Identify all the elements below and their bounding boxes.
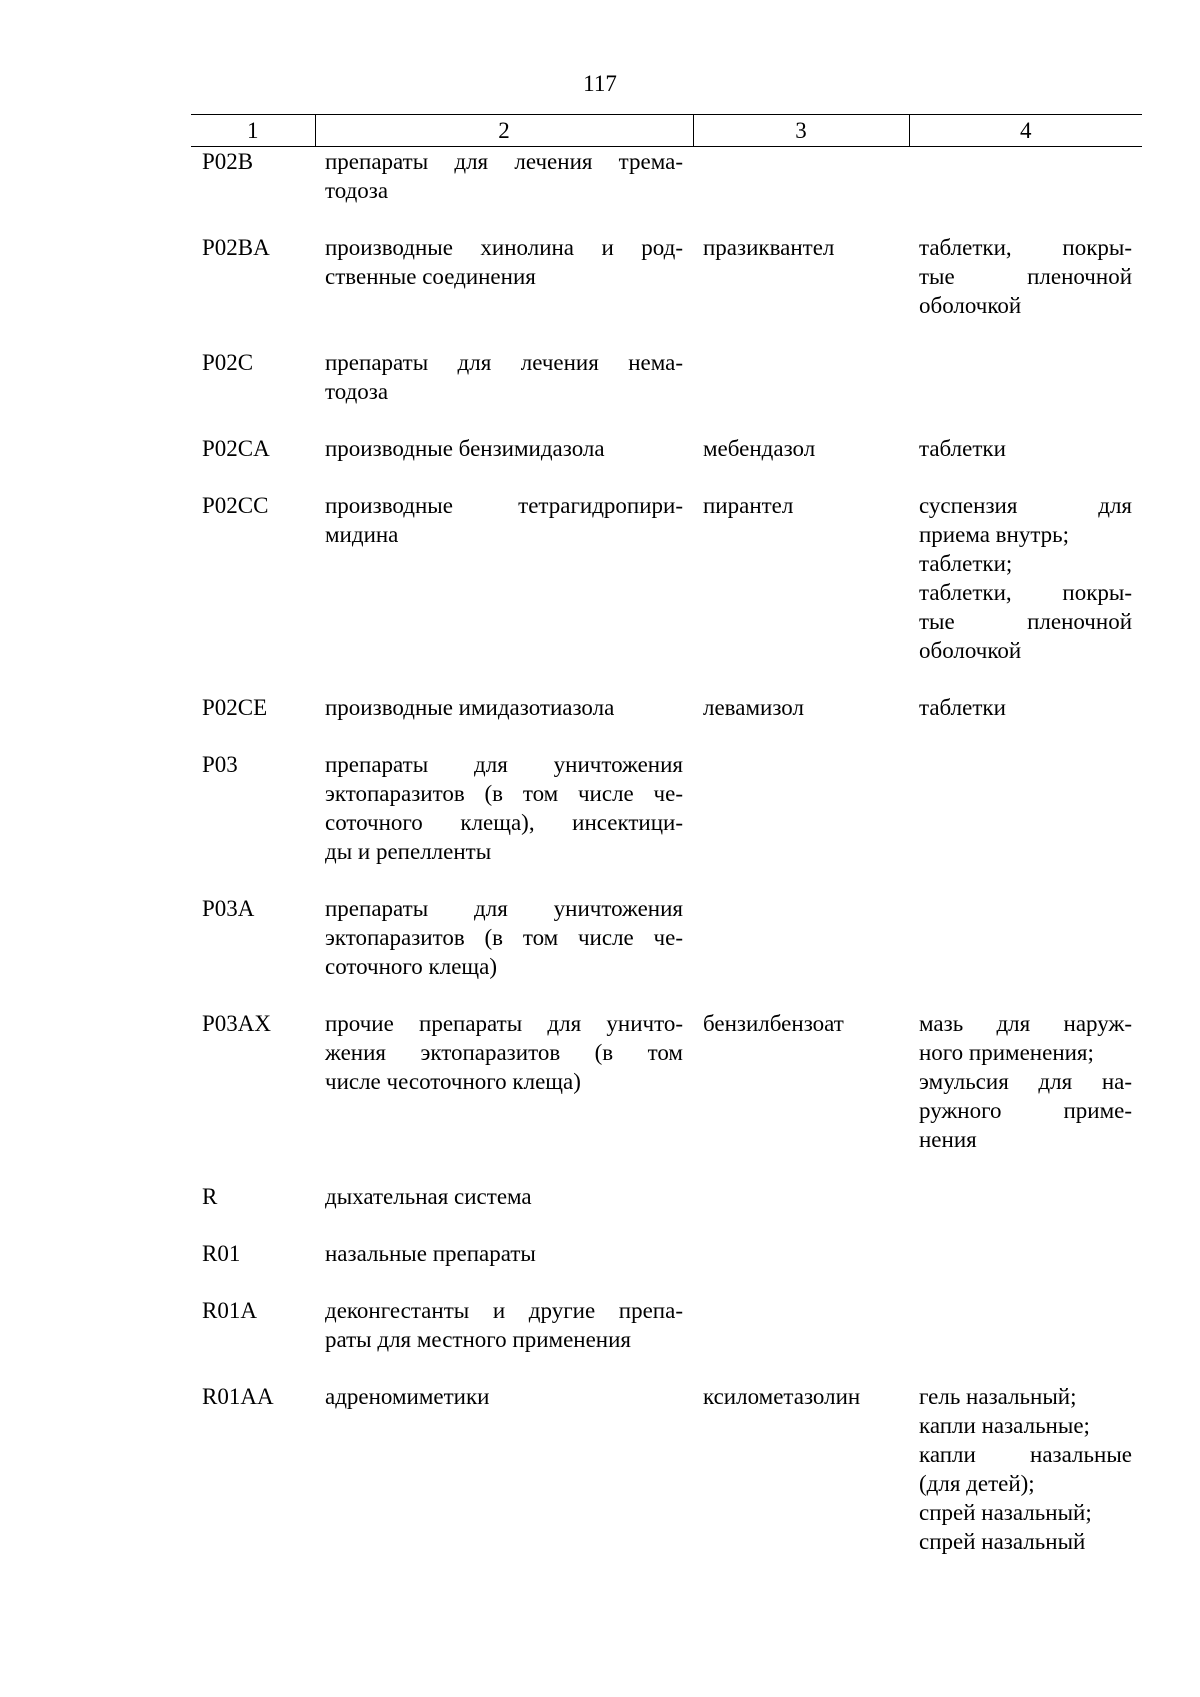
group-name-line: соточного клеща), инсектици- bbox=[325, 810, 683, 835]
anatomical-therapeutic-group bbox=[315, 147, 693, 234]
atc-code: P02CA bbox=[202, 436, 270, 461]
group-name-line: ды и репелленты bbox=[325, 839, 492, 864]
dosage-form-line: гель назальный; bbox=[919, 1384, 1077, 1409]
dosage-form-line: капли назальные bbox=[919, 1442, 1132, 1467]
drug-name bbox=[693, 147, 909, 234]
group-name-line: препараты для лечения нема- bbox=[325, 350, 683, 375]
table-row bbox=[191, 1009, 1142, 1182]
atc-code: R01A bbox=[202, 1298, 257, 1323]
group-name-line: жения эктопаразитов (в том bbox=[325, 1040, 683, 1065]
atc-code: P03A bbox=[202, 896, 255, 921]
anatomical-therapeutic-group bbox=[315, 233, 693, 348]
dosage-form-line: приема внутрь; bbox=[919, 522, 1070, 547]
dosage-form-line: нения bbox=[919, 1127, 977, 1152]
dosage-form-line: тые пленочной bbox=[919, 609, 1132, 634]
group-name-line: производные бензимидазола bbox=[325, 436, 605, 461]
dosage-form bbox=[909, 1239, 1142, 1296]
table-row bbox=[191, 1296, 1142, 1382]
table-row bbox=[191, 1182, 1142, 1239]
drug-name: левамизол bbox=[703, 695, 804, 720]
anatomical-therapeutic-group bbox=[315, 894, 693, 1009]
page-number: 117 bbox=[583, 71, 617, 96]
anatomical-therapeutic-group bbox=[315, 1382, 693, 1584]
table-row bbox=[191, 348, 1142, 434]
drug-name bbox=[693, 348, 909, 434]
group-name-line: тодоза bbox=[325, 379, 389, 404]
table-row bbox=[191, 147, 1142, 234]
table-row bbox=[191, 894, 1142, 1009]
dosage-form bbox=[909, 147, 1142, 234]
dosage-form bbox=[909, 1009, 1142, 1182]
dosage-form bbox=[909, 348, 1142, 434]
dosage-form-line: таблетки, покры- bbox=[919, 580, 1132, 605]
table-row bbox=[191, 750, 1142, 894]
atc-code: P02C bbox=[202, 350, 254, 375]
dosage-form-line: тые пленочной bbox=[919, 264, 1132, 289]
dosage-form bbox=[909, 1182, 1142, 1239]
group-name-line: препараты для уничтожения bbox=[325, 752, 683, 777]
table-row bbox=[191, 693, 1142, 750]
dosage-form bbox=[909, 1296, 1142, 1382]
group-name-line: адреномиметики bbox=[325, 1384, 490, 1409]
group-name-line: соточного клеща) bbox=[325, 954, 497, 979]
group-name-line: мидина bbox=[325, 522, 399, 547]
table-row bbox=[191, 491, 1142, 693]
dosage-form bbox=[909, 894, 1142, 1009]
dosage-form-line: (для детей); bbox=[919, 1471, 1035, 1496]
drug-table bbox=[191, 114, 1142, 1584]
anatomical-therapeutic-group bbox=[315, 1009, 693, 1182]
dosage-form-line: ного применения; bbox=[919, 1040, 1094, 1065]
atc-code: P02B bbox=[202, 149, 254, 174]
drug-name bbox=[693, 750, 909, 894]
drug-name: пирантел bbox=[703, 493, 794, 518]
dosage-form bbox=[909, 693, 1142, 750]
dosage-form-line: спрей назальный bbox=[919, 1529, 1086, 1554]
anatomical-therapeutic-group bbox=[315, 1296, 693, 1382]
dosage-form-line: таблетки, покры- bbox=[919, 235, 1132, 260]
table-header-row bbox=[191, 115, 1142, 147]
group-name-line: деконгестанты и другие препа- bbox=[325, 1298, 683, 1323]
atc-code: P03 bbox=[202, 752, 238, 777]
atc-code: P02CC bbox=[202, 493, 269, 518]
dosage-form-line: ружного приме- bbox=[919, 1098, 1132, 1123]
drug-name: мебендазол bbox=[703, 436, 816, 461]
anatomical-therapeutic-group bbox=[315, 348, 693, 434]
dosage-form bbox=[909, 434, 1142, 491]
table-row bbox=[191, 1239, 1142, 1296]
anatomical-therapeutic-group bbox=[315, 750, 693, 894]
drug-name: ксилометазолин bbox=[703, 1384, 861, 1409]
atc-code: R bbox=[202, 1184, 218, 1209]
dosage-form bbox=[909, 491, 1142, 693]
group-name-line: назальные препараты bbox=[325, 1241, 536, 1266]
dosage-form-line: мазь для наруж- bbox=[919, 1011, 1132, 1036]
group-name-line: препараты для уничтожения bbox=[325, 896, 683, 921]
drug-name: празиквантел bbox=[703, 235, 835, 260]
atc-code: P03AX bbox=[202, 1011, 272, 1036]
dosage-form-line: оболочкой bbox=[919, 638, 1022, 663]
dosage-form-line: таблетки; bbox=[919, 551, 1013, 576]
anatomical-therapeutic-group bbox=[315, 434, 693, 491]
group-name-line: производные хинолина и род- bbox=[325, 235, 683, 260]
anatomical-therapeutic-group bbox=[315, 1239, 693, 1296]
table-row bbox=[191, 1382, 1142, 1584]
dosage-form-line: спрей назальный; bbox=[919, 1500, 1092, 1525]
atc-code: P02CE bbox=[202, 695, 268, 720]
drug-name bbox=[693, 1239, 909, 1296]
group-name-line: эктопаразитов (в том числе че- bbox=[325, 781, 683, 806]
group-name-line: эктопаразитов (в том числе че- bbox=[325, 925, 683, 950]
group-name-line: препараты для лечения трема- bbox=[325, 149, 683, 174]
dosage-form-line: таблетки bbox=[919, 436, 1006, 461]
group-name-line: прочие препараты для уничто- bbox=[325, 1011, 683, 1036]
dosage-form bbox=[909, 1382, 1142, 1584]
drug-name bbox=[693, 1182, 909, 1239]
dosage-form-line: таблетки bbox=[919, 695, 1006, 720]
dosage-form-line: капли назальные; bbox=[919, 1413, 1090, 1438]
column-header-2: 2 bbox=[315, 115, 693, 147]
drug-name bbox=[693, 1296, 909, 1382]
drug-name bbox=[693, 894, 909, 1009]
group-name-line: производные тетрагидропири- bbox=[325, 493, 683, 518]
table-body bbox=[191, 147, 1142, 1585]
group-name-line: числе чесоточного клеща) bbox=[325, 1069, 581, 1094]
group-name-line: тодоза bbox=[325, 178, 389, 203]
group-name-line: раты для местного применения bbox=[325, 1327, 631, 1352]
dosage-form bbox=[909, 233, 1142, 348]
dosage-form-line: оболочкой bbox=[919, 293, 1022, 318]
column-header-1: 1 bbox=[191, 115, 315, 147]
dosage-form-line: суспензия для bbox=[919, 493, 1132, 518]
atc-code: R01AA bbox=[202, 1384, 274, 1409]
table-row bbox=[191, 233, 1142, 348]
dosage-form bbox=[909, 750, 1142, 894]
group-name-line: дыхательная система bbox=[325, 1184, 532, 1209]
anatomical-therapeutic-group bbox=[315, 491, 693, 693]
column-header-3: 3 bbox=[693, 115, 909, 147]
atc-code: R01 bbox=[202, 1241, 241, 1266]
anatomical-therapeutic-group bbox=[315, 693, 693, 750]
group-name-line: ственные соединения bbox=[325, 264, 536, 289]
drug-name: бензилбензоат bbox=[703, 1011, 844, 1036]
dosage-form-line: эмульсия для на- bbox=[919, 1069, 1132, 1094]
column-header-4: 4 bbox=[909, 115, 1142, 147]
table-row bbox=[191, 434, 1142, 491]
atc-code: P02BA bbox=[202, 235, 270, 260]
anatomical-therapeutic-group bbox=[315, 1182, 693, 1239]
group-name-line: производные имидазотиазола bbox=[325, 695, 615, 720]
